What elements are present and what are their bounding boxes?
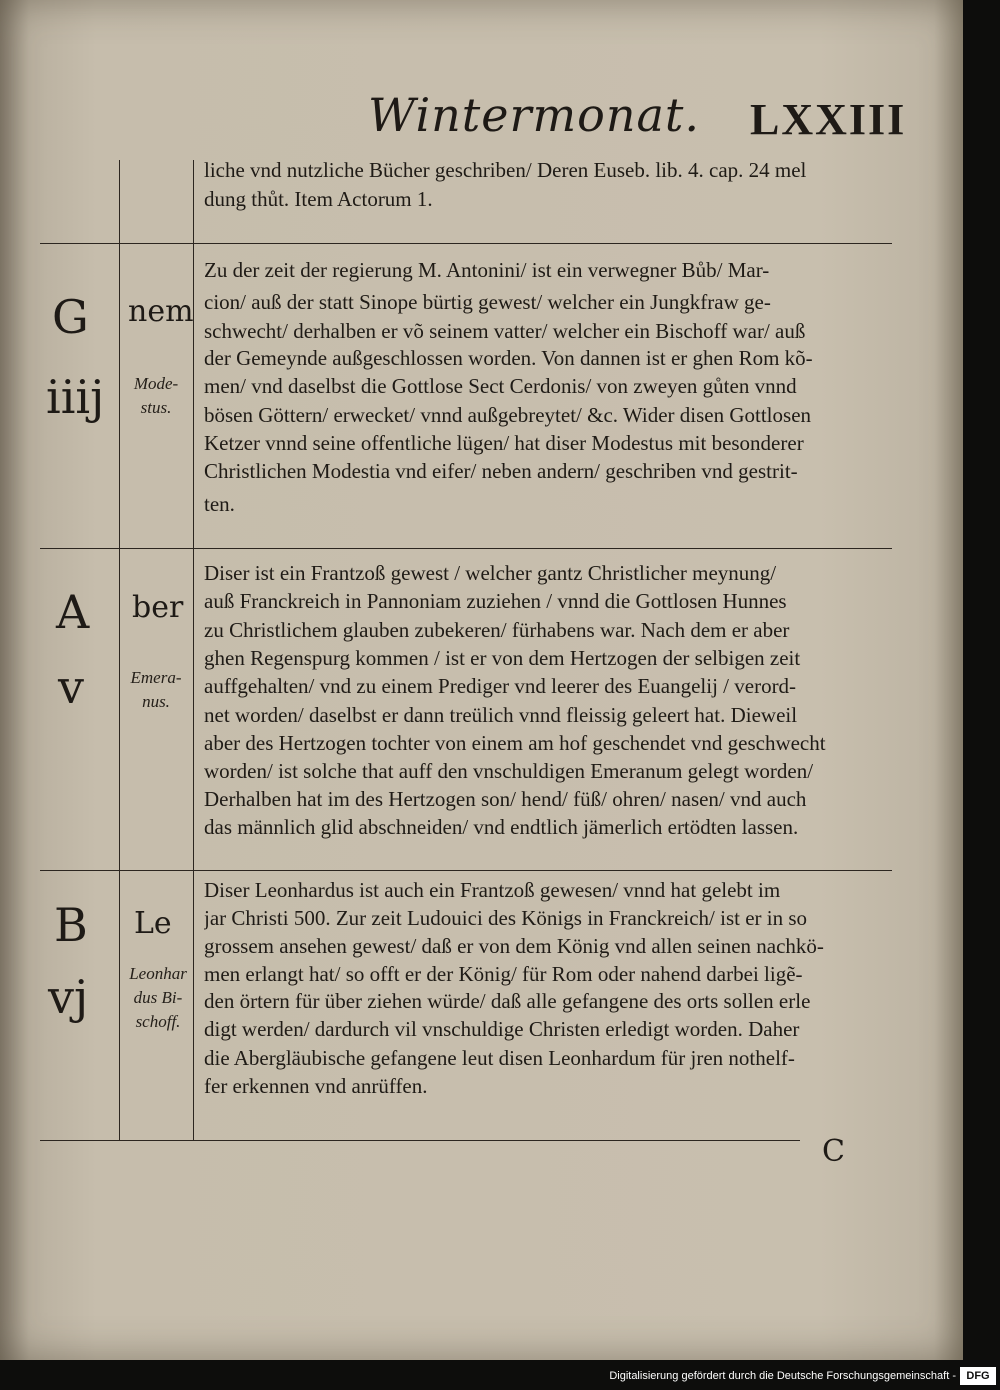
text-line: men erlangt hat/ so offt er der König/ für Rom oder nahend darbei ligẽ- xyxy=(204,962,803,986)
text-line: zu Christlichem glauben zubekeren/ fürhabens war. Nach dem er aber xyxy=(204,618,790,642)
text-line: jar Christi 500. Zur zeit Ludouici des Königs in Franckreich/ ist er in so xyxy=(204,906,808,930)
horizontal-rule xyxy=(40,548,892,549)
text-line: auffgehalten/ vnd zu einem Prediger vnd leerer des Euangelij / verord- xyxy=(204,674,797,698)
horizontal-rule xyxy=(40,243,892,244)
text-line: Derhalben hat im des Hertzogen son/ hend/ füß/ ohren/ nasen/ vnd auch xyxy=(204,787,807,811)
text-line: liche vnd nutzliche Bücher geschriben/ Deren Euseb. lib. 4. cap. 24 mel xyxy=(204,158,807,182)
text-line: worden/ ist solche that auff den vnschuldigen Emeranum gelegt worden/ xyxy=(204,759,814,783)
dominical-letter: G xyxy=(52,290,89,344)
vertical-rule xyxy=(119,160,120,1140)
text-line: Zu der zeit der regierung M. Antonini/ ist ein verwegner Bůb/ Mar- xyxy=(204,258,770,282)
calendar-prefix: nem xyxy=(128,294,194,329)
dominical-letter: A xyxy=(56,585,90,639)
dominical-letter: B xyxy=(54,898,88,952)
text-line: auß Franckreich in Pannoniam zuziehen / vnnd die Gottlosen Hunnes xyxy=(204,589,787,613)
saint-name: Leonhar dus Bi- schoff. xyxy=(129,964,187,1031)
text-line: die Abergläubische gefangene leut disen Leonhardum für jren nothelf- xyxy=(204,1046,795,1070)
text-line: grossem ansehen gewest/ daß er von dem König vnd allen seinen nachkö- xyxy=(204,934,824,958)
text-line: Diser ist ein Frantzoß gewest / welcher gantz Christlicher meynung/ xyxy=(204,561,777,585)
text-line: Diser Leonhardus ist auch ein Frantzoß gewesen/ vnnd hat gelebt im xyxy=(204,878,781,902)
text-line: dung thůt. Item Actorum 1. xyxy=(204,187,433,211)
day-number: v xyxy=(58,660,84,714)
catchword: C xyxy=(822,1134,845,1169)
horizontal-rule xyxy=(40,870,892,871)
text-line: der Gemeynde außgeschlossen worden. Von dannen ist er ghen Rom kõ- xyxy=(204,346,813,370)
text-line: cion/ auß der statt Sinope bürtig gewest/ welcher ein Jungkfraw ge- xyxy=(204,290,771,314)
day-number: iiij xyxy=(46,370,105,424)
folio-number: LXXIII xyxy=(750,95,907,144)
funding-credit: Digitalisierung gefördert durch die Deutsche Forschungsgemeinschaft - xyxy=(609,1370,956,1382)
text-line: schwecht/ derhalben er võ seinem vatter/ welcher ein Bischoff war/ auß xyxy=(204,319,806,343)
text-line: aber des Hertzogen tochter von einem am hof geschendet vnd geschwecht xyxy=(204,731,826,755)
text-line: ghen Regenspurg kommen / ist er von dem Hertzogen der selbigen zeit xyxy=(204,646,801,670)
text-line: den örtern für über ziehen würde/ daß alle gefangene des orts sollen erle xyxy=(204,989,811,1013)
text-line: net worden/ daselbst er dann treülich vnnd fleissig geleert hat. Dieweil xyxy=(204,703,798,727)
footer-bar xyxy=(0,1364,1000,1390)
text-line: bösen Göttern/ erwecket/ vnnd außgebreytet/ &c. Wider disen Gottlosen xyxy=(204,403,812,427)
text-line: fer erkennen vnd anrüffen. xyxy=(204,1074,428,1098)
text-line: das männlich glid abschneiden/ vnd endtlich jämerlich ertödten lassen. xyxy=(204,815,799,839)
calendar-prefix: ber xyxy=(132,590,184,625)
running-head: Wintermonat. xyxy=(368,88,700,142)
text-line: Christlichen Modestia vnd eifer/ neben andern/ geschriben vnd gestrit- xyxy=(204,459,798,483)
saint-name: Emera- nus. xyxy=(130,668,182,711)
calendar-prefix: Le xyxy=(134,906,172,941)
day-number: vj xyxy=(48,970,89,1024)
text-line: digt werden/ dardurch vil vnschuldige Christen erledigt worden. Daher xyxy=(204,1017,800,1041)
text-line: ten. xyxy=(204,492,235,516)
text-line: men/ vnd daselbst die Gottlose Sect Cerdonis/ von zweyen gůten vnnd xyxy=(204,374,797,398)
dfg-logo: DFG xyxy=(960,1367,996,1385)
text-line: Ketzer vnnd seine offentliche lügen/ hat diser Modestus mit besonderer xyxy=(204,431,804,455)
saint-name: Mode- stus. xyxy=(133,374,179,417)
horizontal-rule xyxy=(40,1140,800,1141)
